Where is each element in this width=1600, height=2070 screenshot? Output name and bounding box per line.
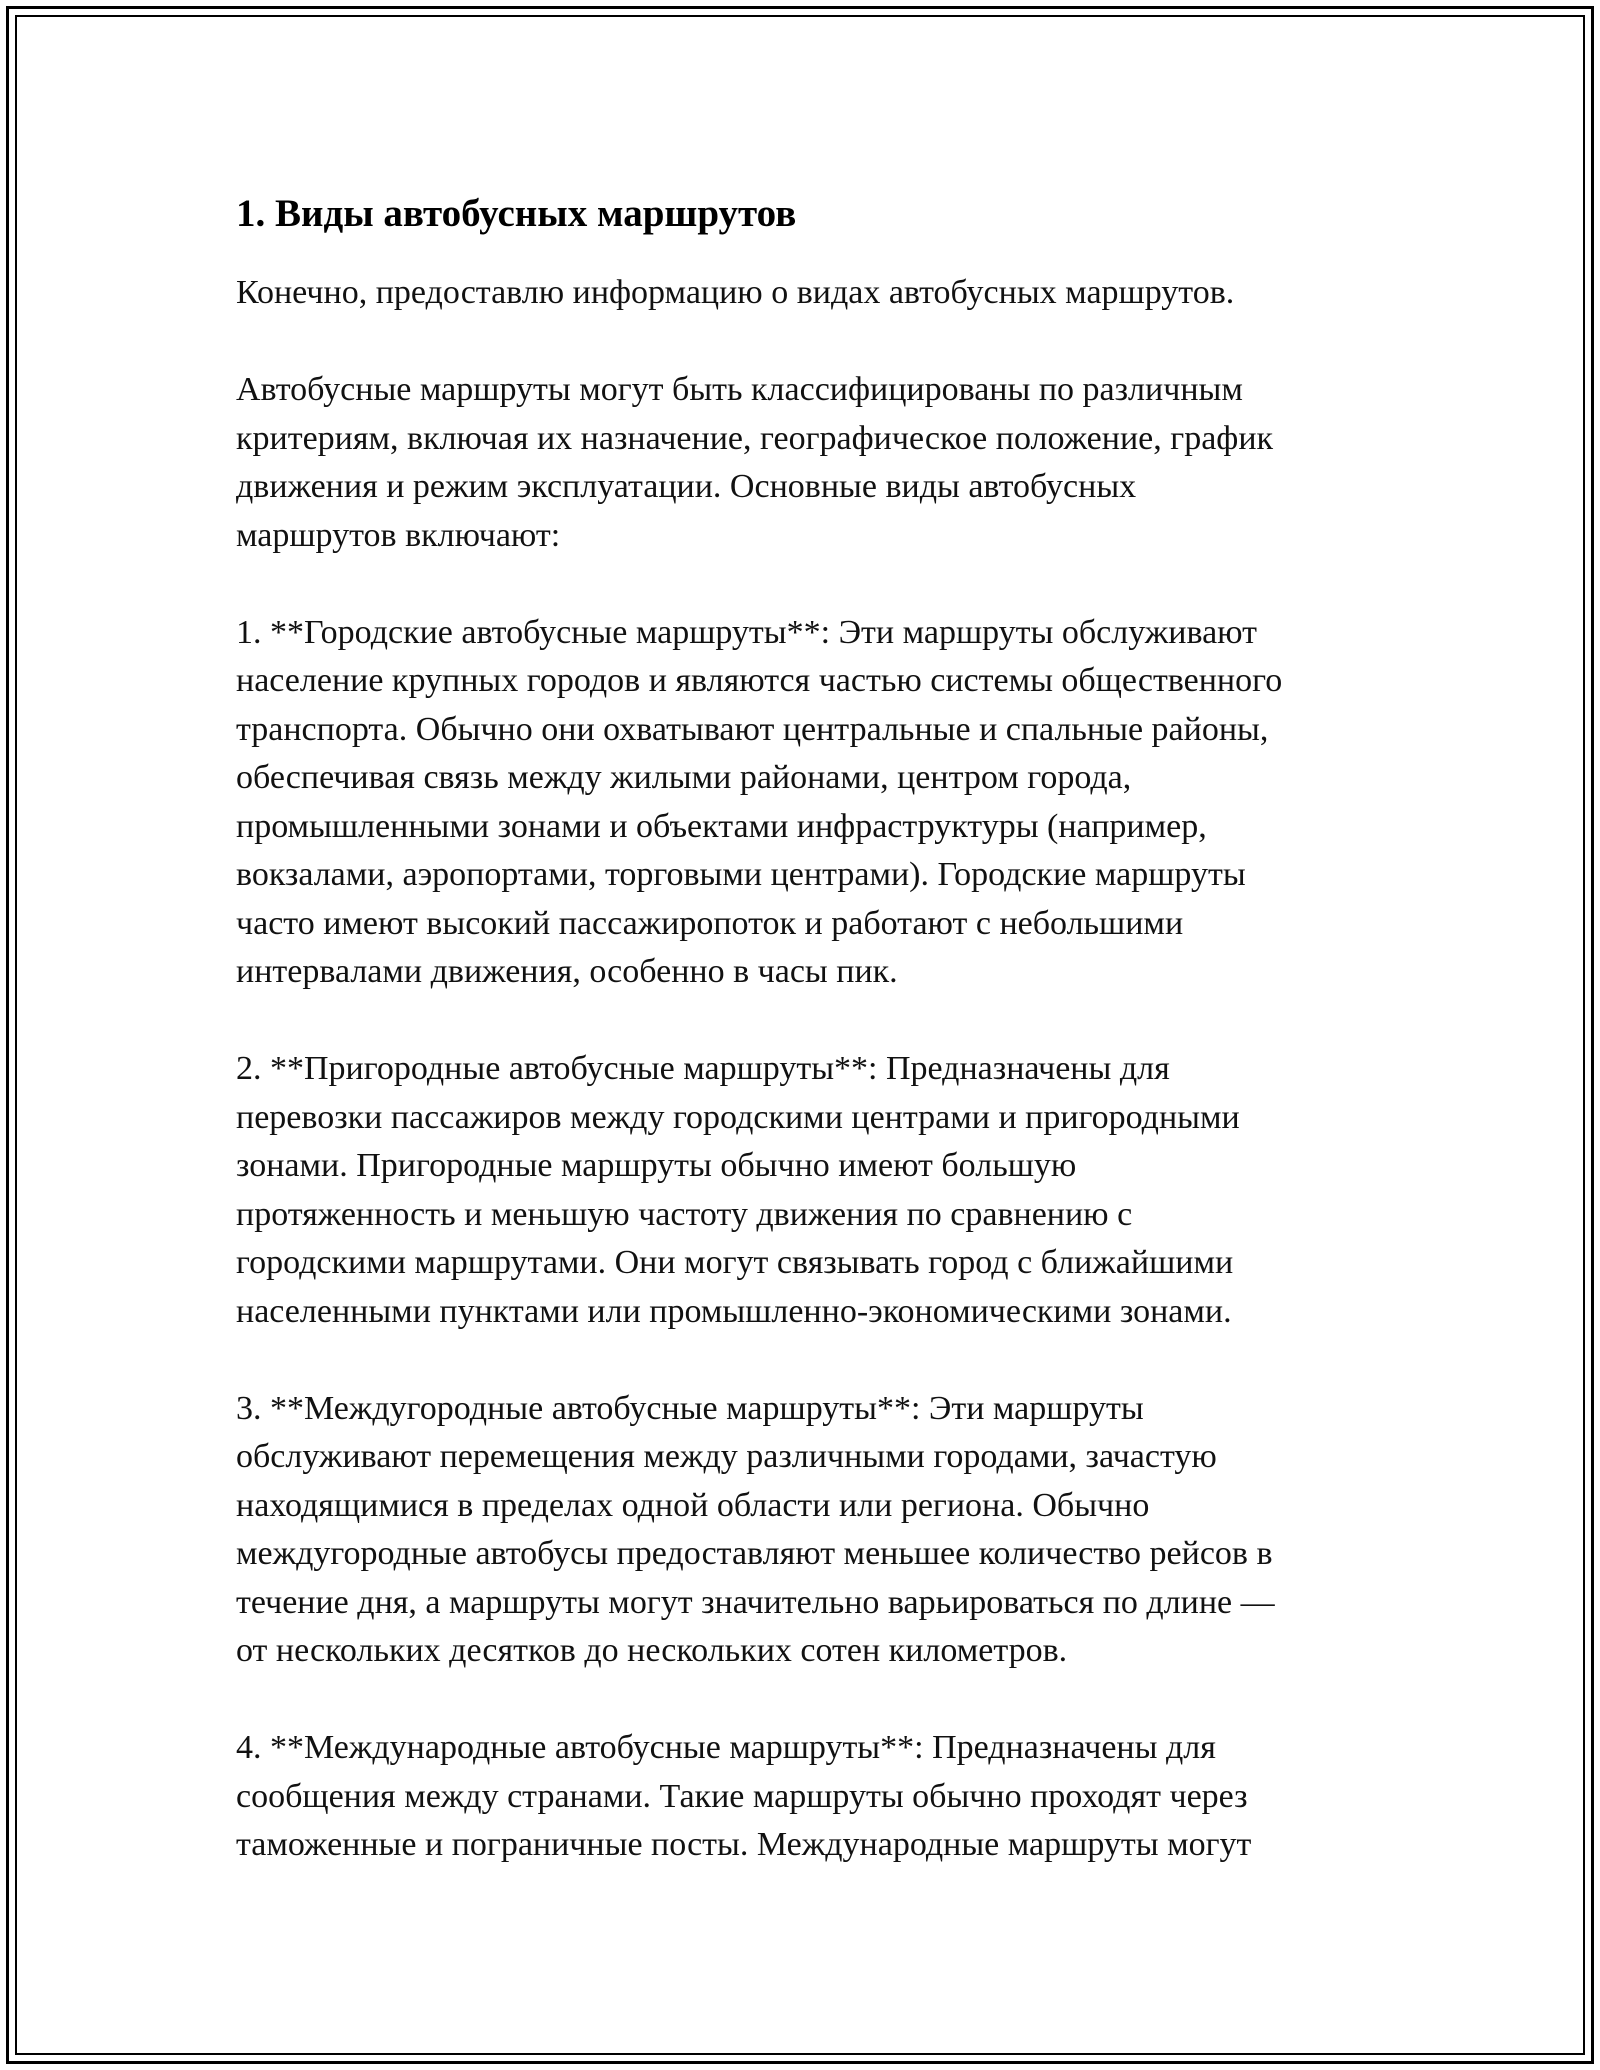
city-routes-paragraph: 1. **Городские автобусные маршруты**: Эти маршруты обслуживают население крупных городов и являются частью системы общественного транспорта. Обычно они охватывают центральные и спальные районы, обеспечивая связь между жилыми районами, центром города, промышленными зонами и объектами инфраструктуры (например, вокзалами, аэропортами, торговыми центрами). Городские маршруты часто имеют высокий пассажиропоток и работают с небольшими интервалами движения, особенно в часы пик. <box>236 613 1283 990</box>
document-body <box>236 185 1396 1870</box>
classification-paragraph: Автобусные маршруты могут быть классифицированы по различным критериям, включая их назначение, географическое положение, график движения и режим эксплуатации. Основные виды автобусных маршрутов включают: <box>236 371 1274 554</box>
suburban-routes-paragraph: 2. **Пригородные автобусные маршруты**: Предназначены для перевозки пассажиров между городскими центрами и пригородными зонами. Пригородные маршруты обычно имеют большую протяженность и меньшую частоту движения по сравнению с городскими маршрутами. Они могут связывать город с ближайшими населенными пунктами или промышленно-экономическими зонами. <box>236 1050 1240 1330</box>
paragraph-spacer <box>236 560 1396 609</box>
paragraph-spacer <box>236 997 1396 1046</box>
title-spacer <box>236 243 1396 269</box>
paragraph-spacer <box>236 1676 1396 1725</box>
document-title: 1. Виды автобусных маршрутов <box>236 192 797 235</box>
paragraph-spacer <box>236 318 1396 367</box>
intro-paragraph: Конечно, предоставлю информацию о видах автобусных маршрутов. <box>236 274 1235 311</box>
international-routes-paragraph: 4. **Международные автобусные маршруты**: Предназначены для сообщения между странами. Такие маршруты обычно проходят через таможенные и пограничные посты. Международные маршруты могут <box>236 1729 1252 1863</box>
paragraph-spacer <box>236 1336 1396 1385</box>
intercity-routes-paragraph: 3. **Междугородные автобусные маршруты**: Эти маршруты обслуживают перемещения между различными городами, зачастую находящимися в пределах одной области или региона. Обычно междугородные автобусы предоставляют меньшее количество рейсов в течение дня, а маршруты могут значительно варьироваться по длине — от нескольких десятков до нескольких сотен километров. <box>236 1389 1275 1669</box>
